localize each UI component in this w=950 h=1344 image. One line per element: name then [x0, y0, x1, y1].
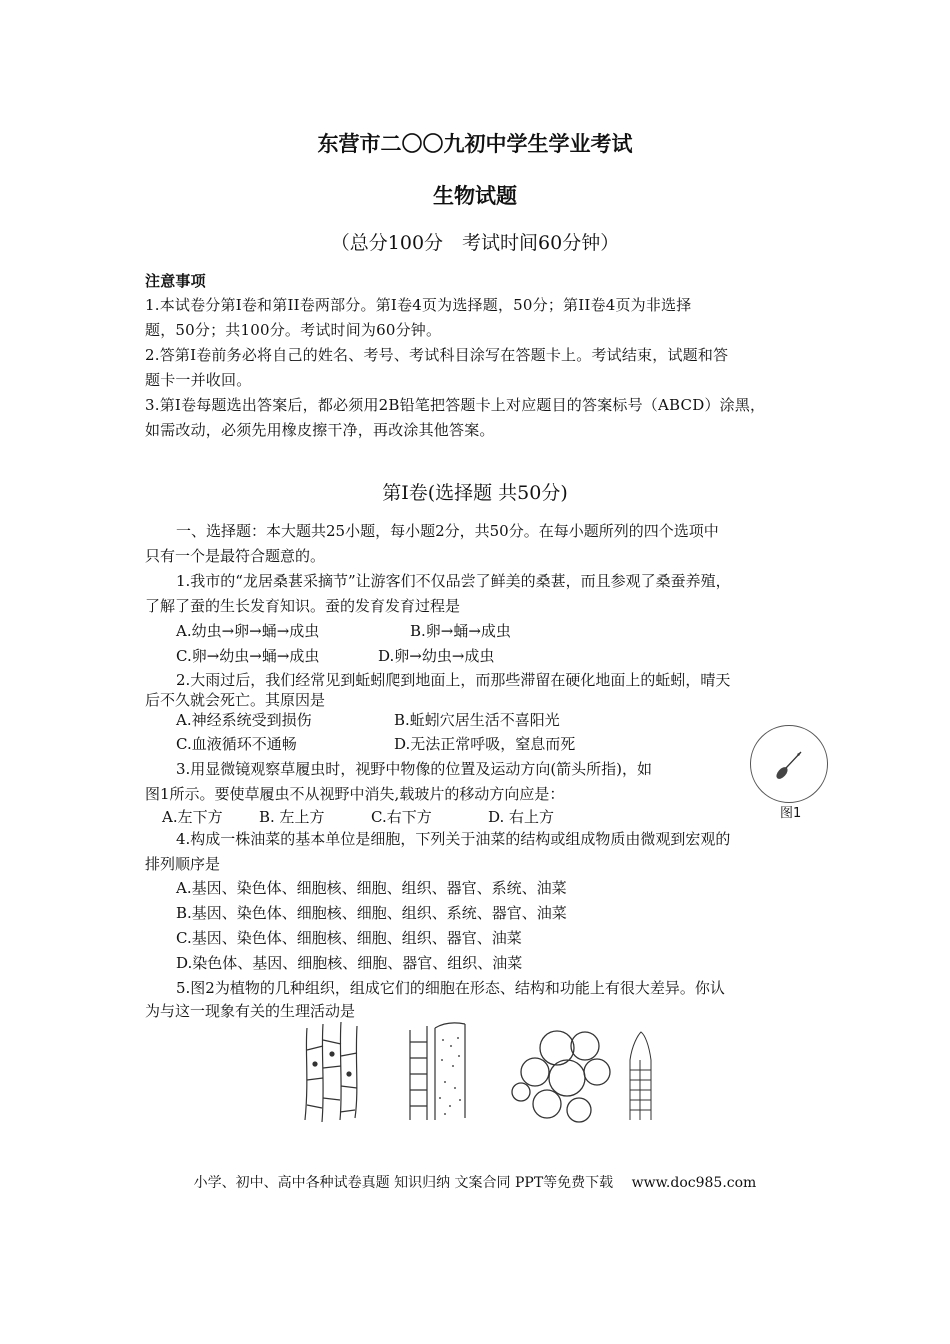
section-intro: 一、选择题：本大题共25小题，每小题2分，共50分。在每小题所列的四个选项中	[176, 522, 719, 540]
option-a: A.神经系统受到损伤	[176, 711, 312, 729]
option-d: D.卵→幼虫→成虫	[378, 647, 495, 665]
notes-line: 1.本试卷分第Ⅰ卷和第II卷两部分。第Ⅰ卷4页为选择题，50分；第II卷4页为非选择	[145, 296, 692, 314]
section-heading: 第Ⅰ卷(选择题 共50分)	[382, 482, 568, 504]
notes-line: 2.答第Ⅰ卷前务必将自己的姓名、考号、考试科目涂写在答题卡上。考试结束，试题和答	[145, 346, 729, 364]
option-b: B.蚯蚓穴居生活不喜阳光	[394, 711, 560, 729]
round-cells-tissue	[512, 1031, 610, 1122]
option-d: D.无法正常呼吸，窒息而死	[394, 735, 576, 753]
question-2-stem: 后不久就会死亡。其原因是	[145, 691, 326, 709]
plant-tissues-figure	[295, 1020, 665, 1125]
notes-heading: 注意事项	[145, 272, 206, 290]
option-b: B.基因、染色体、细胞核、细胞、组织、系统、器官、油菜	[176, 904, 567, 922]
option-c: C.基因、染色体、细胞核、细胞、组织、器官、油菜	[176, 929, 522, 947]
option-a: A.基因、染色体、细胞核、细胞、组织、器官、系统、油菜	[176, 879, 567, 897]
option-b: B.卵→蛹→成虫	[410, 622, 511, 640]
option-c: C.卵→幼虫→蛹→成虫	[176, 647, 320, 665]
score-info: （总分100分 考试时间60分钟）	[330, 232, 620, 254]
notes-line: 如需改动，必须先用橡皮擦干净，再改涂其他答案。	[145, 421, 495, 439]
question-5-stem: 5.图2为植物的几种组织，组成它们的细胞在形态、结构和功能上有很大差异。你认	[176, 979, 725, 997]
option-c: C.血液循环不通畅	[176, 735, 297, 753]
question-5-stem: 为与这一现象有关的生理活动是	[145, 1002, 356, 1020]
option-d: D.染色体、基因、细胞核、细胞、器官、组织、油菜	[176, 954, 523, 972]
page-subtitle: 生物试题	[433, 183, 517, 208]
option-a: A.左下方	[162, 808, 223, 826]
page-footer[interactable]: 小学、初中、高中各种试卷真题 知识归纳 文案合同 PPT等免费下载 www.doc985.com	[193, 1175, 757, 1191]
question-4-stem: 4.构成一株油菜的基本单位是细胞，下列关于油菜的结构或组成物质由微观到宏观的	[176, 830, 731, 848]
option-a: A.幼虫→卵→蛹→成虫	[176, 622, 320, 640]
option-c: C.右下方	[371, 808, 432, 826]
question-1-stem: 了解了蚕的生长发育知识。蚕的发育发育过程是	[145, 597, 461, 615]
microscope-field-figure	[750, 725, 828, 803]
page-title: 东营市二〇〇九初中学生学业考试	[317, 131, 633, 156]
notes-line: 3.第Ⅰ卷每题选出答案后，都必须用2B铅笔把答题卡上对应题目的答案标号（ABCD）涂黑，	[145, 396, 766, 414]
paramecium-icon	[751, 726, 827, 802]
notes-line: 题，50分；共100分。考试时间为60分钟。	[145, 321, 442, 339]
question-4-stem: 排列顺序是	[145, 855, 221, 873]
elongated-cells-tissue	[305, 1022, 357, 1122]
vessel-tissue	[410, 1023, 465, 1120]
meristem-tissue	[630, 1032, 651, 1120]
question-2-stem: 2.大雨过后，我们经常见到蚯蚓爬到地面上，而那些滞留在硬化地面上的蚯蚓，晴天	[176, 671, 731, 689]
notes-line: 题卡一并收回。	[145, 371, 252, 389]
question-3-stem: 3.用显微镜观察草履虫时，视野中物像的位置及运动方向(箭头所指)，如	[176, 760, 653, 778]
figure-1-caption: 图1	[780, 806, 802, 821]
question-1-stem: 1.我市的“龙居桑葚采摘节”让游客们不仅品尝了鲜美的桑葚，而且参观了桑蚕养殖，	[176, 572, 731, 590]
vessel-pits	[439, 1037, 461, 1115]
plant-tissue-sketch	[295, 1020, 665, 1125]
section-intro: 只有一个是最符合题意的。	[145, 547, 326, 565]
question-3-stem: 图1所示。要使草履虫不从视野中消失,载玻片的移动方向应是：	[145, 785, 565, 803]
option-b: B. 左上方	[259, 808, 325, 826]
option-d: D. 右上方	[488, 808, 555, 826]
